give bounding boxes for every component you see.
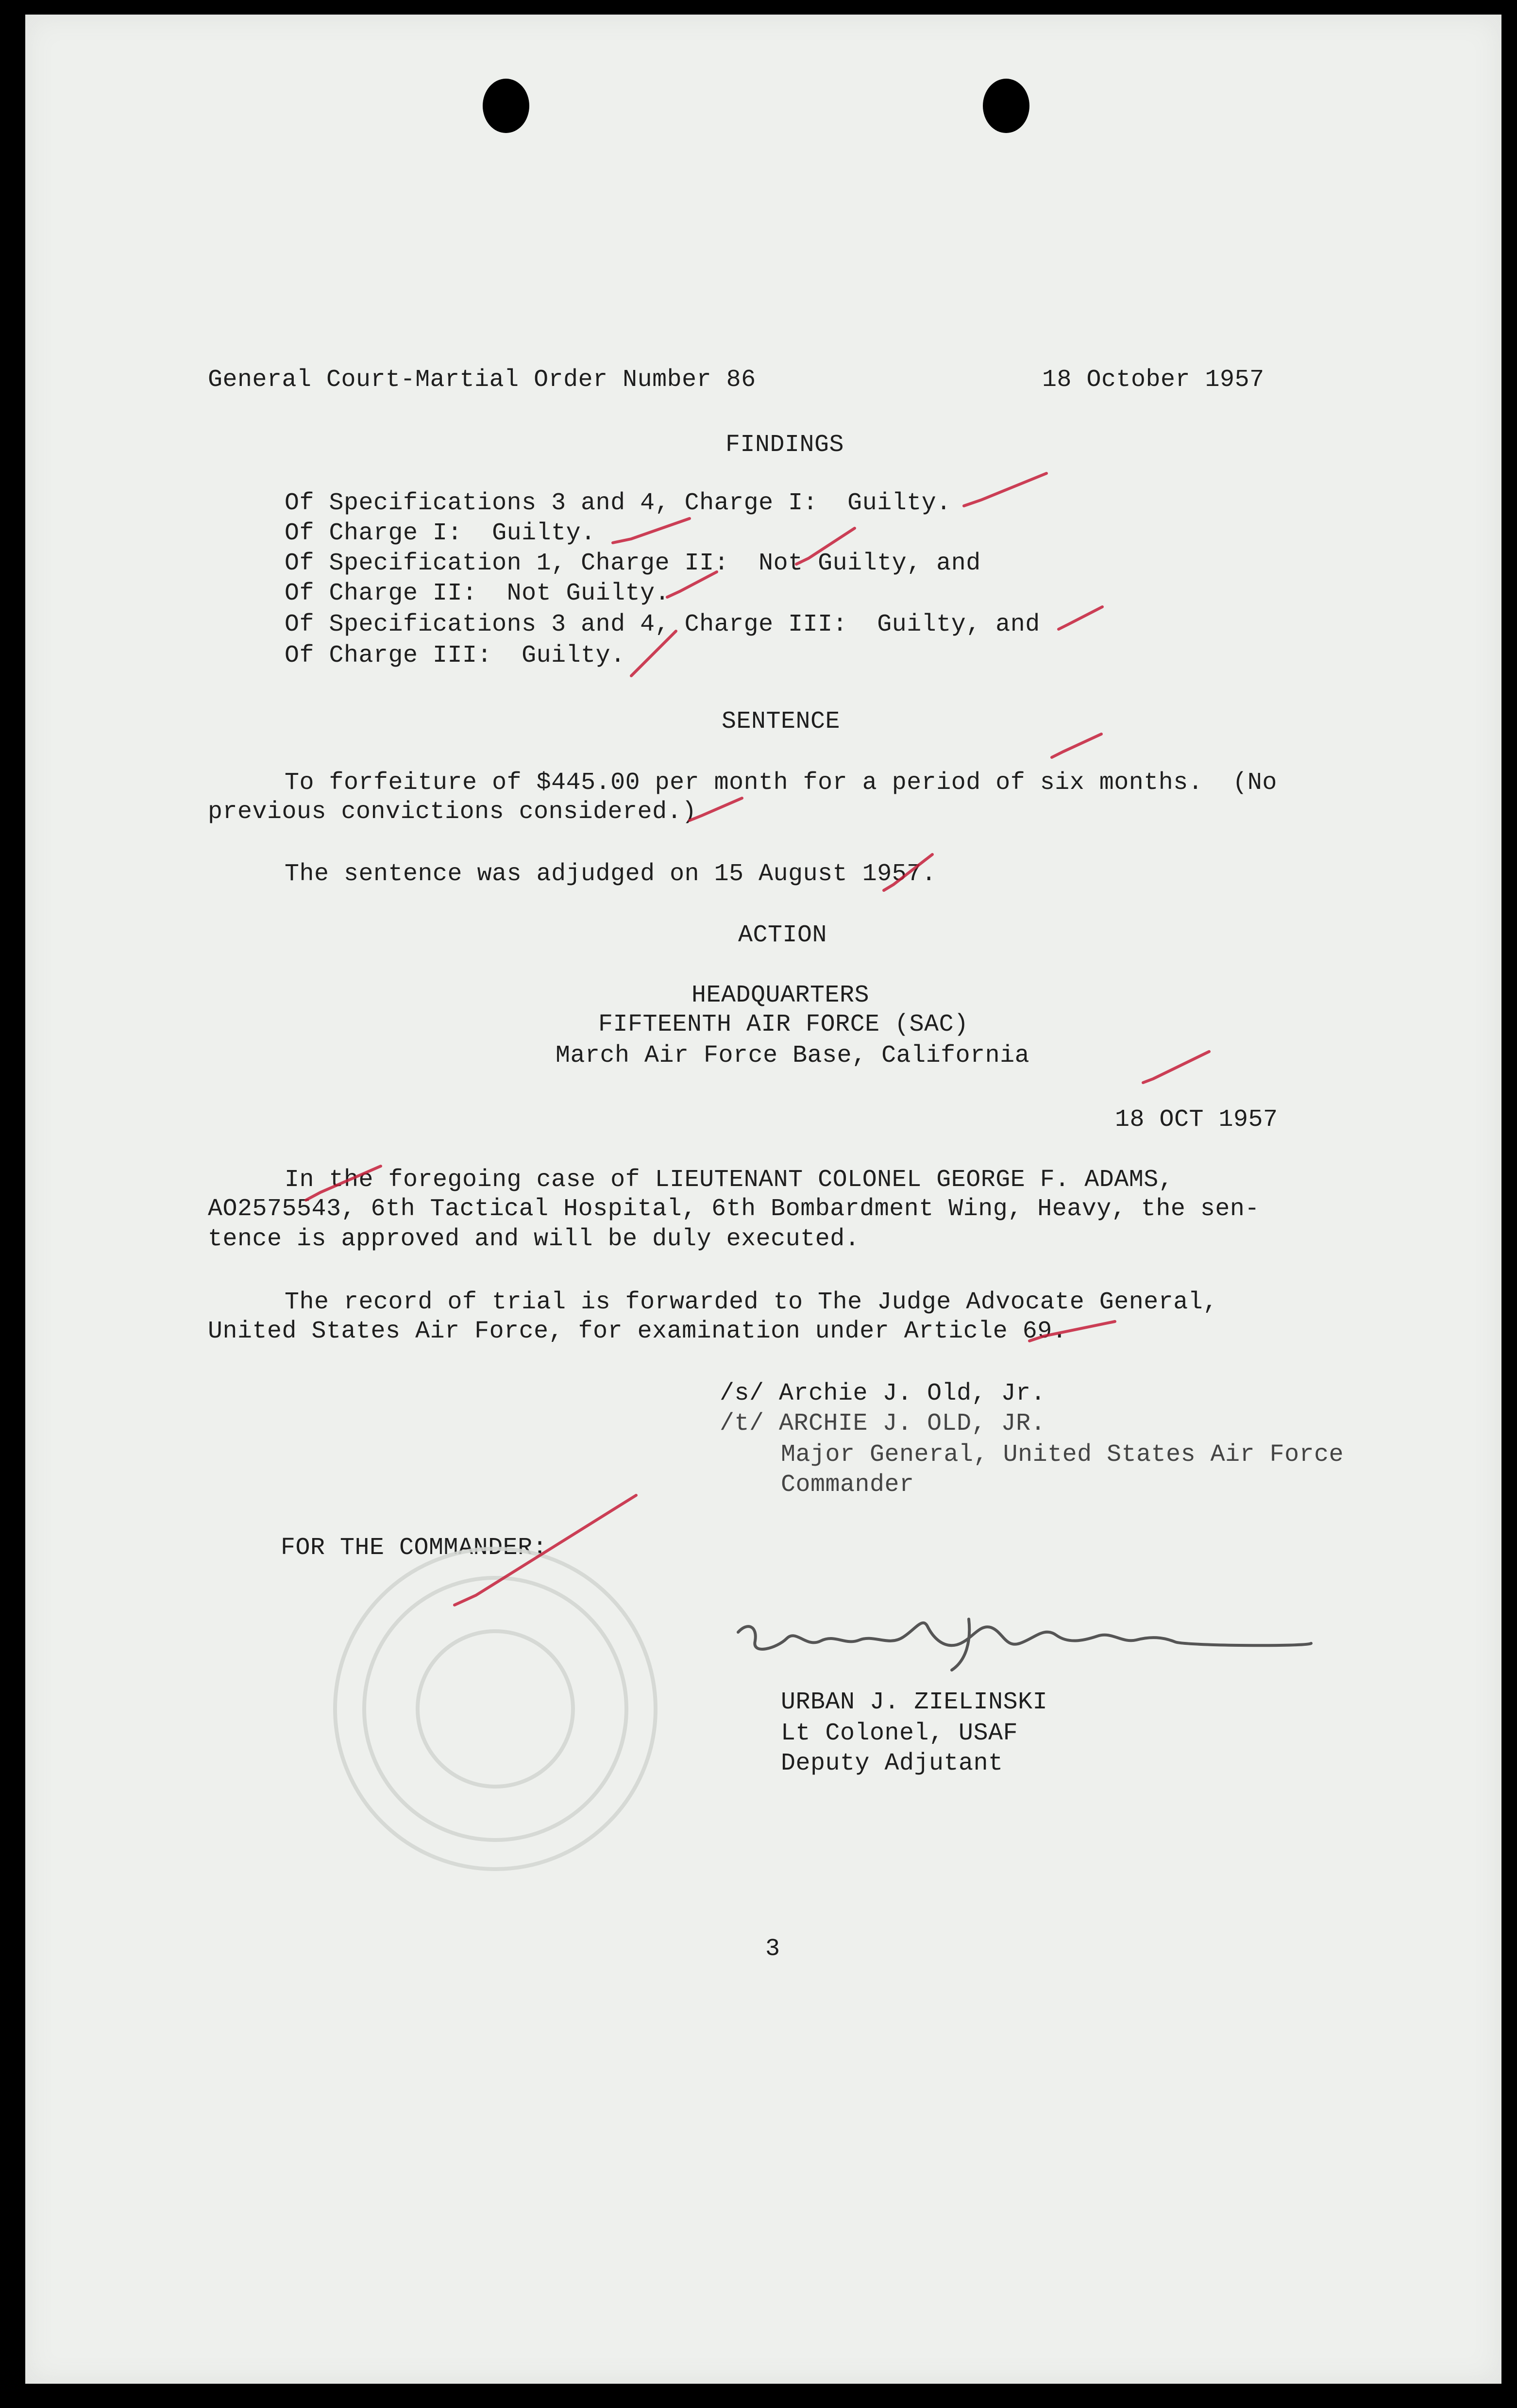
finding-line: Of Specifications 3 and 4, Charge III: Guilty, and xyxy=(285,611,1040,638)
deputy-title: Deputy Adjutant xyxy=(781,1750,1003,1777)
action-para1-line: tence is approved and will be duly executed. xyxy=(208,1225,860,1253)
commander-rank: Major General, United States Air Force xyxy=(781,1441,1344,1469)
sentence-heading: SENTENCE xyxy=(722,708,841,736)
hq-line-2: FIFTEENTH AIR FORCE (SAC) xyxy=(598,1011,969,1038)
hq-line-3: March Air Force Base, California xyxy=(556,1042,1030,1070)
finding-line: Of Specification 1, Charge II: Not Guilty, and xyxy=(285,550,981,577)
deputy-rank: Lt Colonel, USAF xyxy=(781,1720,1018,1747)
findings-heading: FINDINGS xyxy=(725,431,844,459)
hq-line-1: HEADQUARTERS xyxy=(691,982,870,1009)
action-para1-line: In the foregoing case of LIEUTENANT COLONEL GEORGE F. ADAMS, xyxy=(285,1166,1174,1194)
action-para2-line: United States Air Force, for examination under Article 69. xyxy=(208,1318,1067,1345)
action-heading: ACTION xyxy=(738,921,827,949)
action-para2-line: The record of trial is forwarded to The Judge Advocate General, xyxy=(285,1288,1218,1316)
commander-typed: /t/ ARCHIE J. OLD, JR. xyxy=(720,1410,1046,1438)
commander-title: Commander xyxy=(781,1471,914,1499)
sentence-line-2: previous convictions considered.) xyxy=(208,798,697,826)
action-date: 18 OCT 1957 xyxy=(1115,1106,1278,1134)
finding-line: Of Charge I: Guilty. xyxy=(285,519,596,547)
sentence-line-1: To forfeiture of $445.00 per month for a period of six months. (No xyxy=(285,769,1277,797)
finding-line: Of Charge III: Guilty. xyxy=(285,642,625,669)
deputy-name: URBAN J. ZIELINSKI xyxy=(781,1689,1048,1716)
action-para1-line: AO2575543, 6th Tactical Hospital, 6th Bombardment Wing, Heavy, the sen- xyxy=(208,1195,1260,1223)
finding-line: Of Charge II: Not Guilty. xyxy=(285,580,670,607)
order-date: 18 October 1957 xyxy=(1042,366,1264,394)
finding-line: Of Specifications 3 and 4, Charge I: Guilty. xyxy=(285,489,951,517)
order-title: General Court-Martial Order Number 86 xyxy=(208,366,756,394)
sentence-adjudged: The sentence was adjudged on 15 August 1957. xyxy=(285,860,937,888)
page-number: 3 xyxy=(765,1935,780,1963)
punch-hole-left xyxy=(483,79,529,133)
punch-hole-right xyxy=(983,79,1029,133)
commander-signed: /s/ Archie J. Old, Jr. xyxy=(720,1380,1046,1407)
for-the-commander: FOR THE COMMANDER: xyxy=(281,1534,548,1562)
